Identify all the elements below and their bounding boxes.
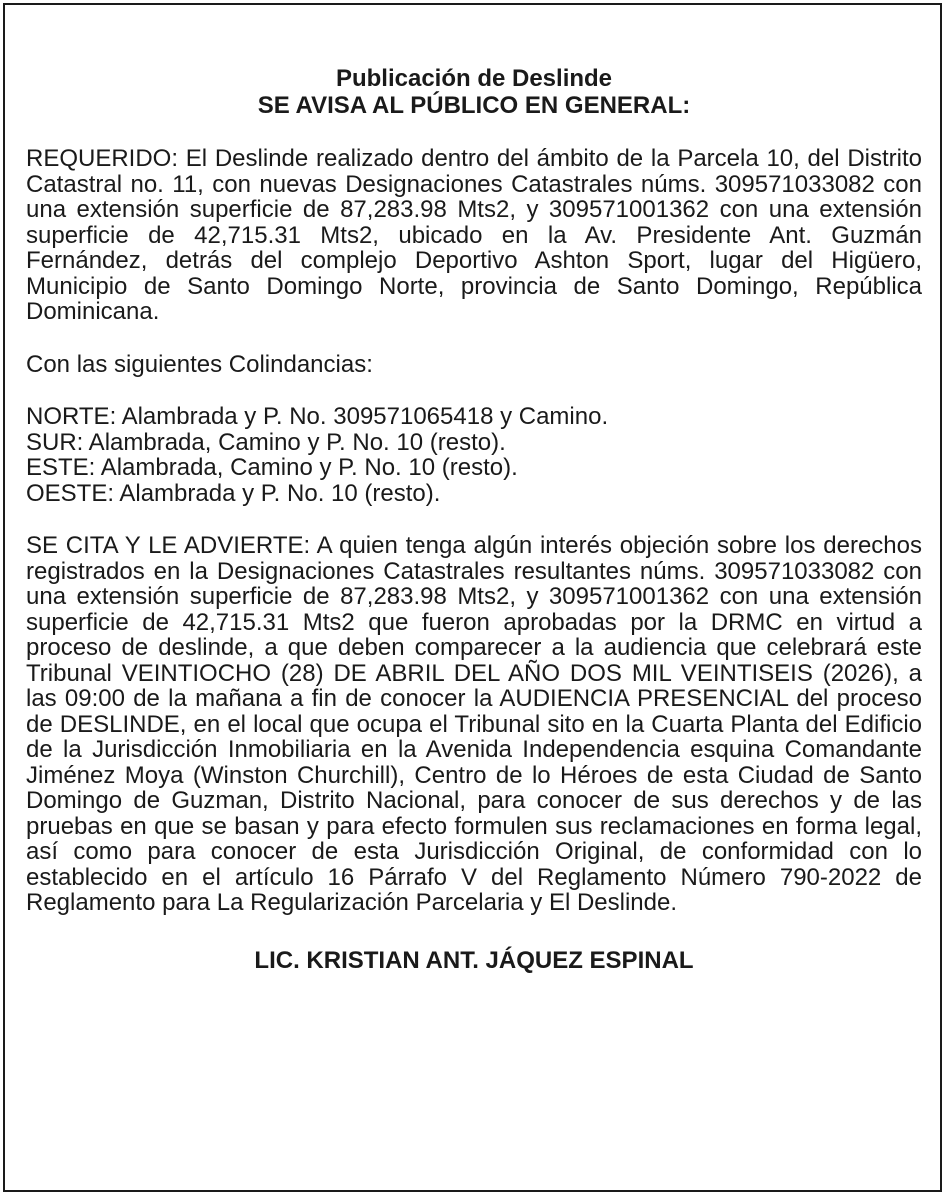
colindancia-norte: NORTE: Alambrada y P. No. 309571065418 y Camino.	[26, 403, 609, 430]
requerido-paragraph: REQUERIDO: El Deslinde realizado dentro del ámbito de la Parcela 10, del Distrito Catastral no. 11, con nuevas Designaciones Catastrales núms. 309571033082 con una extensión superficie de 87,283.98 Mts2, y 309571001362 con una extensión superficie de 42,715.31 Mts2, ubicado en la Av. Presidente Ant. Guzmán Fernández, detrás del complejo Deportivo Ashton Sport, lugar del Higüero, Municipio de Santo Domingo Norte, provincia de Santo Domingo, República Dominicana.	[26, 145, 922, 325]
notice-content	[26, 65, 922, 973]
colindancia-este: ESTE: Alambrada, Camino y P. No. 10 (resto).	[26, 454, 518, 481]
colindancias-list	[26, 404, 922, 506]
colindancia-oeste: OESTE: Alambrada y P. No. 10 (resto).	[26, 479, 441, 507]
colindancias-intro: Con las siguientes Colindancias:	[26, 350, 373, 378]
notice-frame	[3, 3, 942, 1192]
colindancia-sur: SUR: Alambrada, Camino y P. No. 10 (resto).	[26, 428, 506, 456]
notice-title: Publicación de Deslinde	[335, 65, 613, 92]
notice-subtitle: SE AVISA AL PÚBLICO EN GENERAL:	[257, 92, 691, 119]
signature: LIC. KRISTIAN ANT. JÁQUEZ ESPINAL	[254, 946, 694, 974]
cita-paragraph: SE CITA Y LE ADVIERTE: A quien tenga algún interés objeción sobre los derechos registrados en la Designaciones Catastrales resultantes núms. 309571033082 con una extensión superficie de 87,283.98 Mts2, y 309571001362 con una extensión superficie de 42,715.31 Mts2 que fueron aprobadas por la DRMC en virtud a proceso de deslinde, a que deben comparecer a la audiencia que celebrará este Tribunal VEINTIOCHO (28) DE ABRIL DEL AÑO DOS MIL VEINTISEIS (2026), a las 09:00 de la mañana a fin de conocer la AUDIENCIA PRESENCIAL del proceso de DESLINDE, en el local que ocupa el Tribunal sito en la Cuarta Planta del Edificio de la Jurisdicción Inmobiliaria en la Avenida Independencia esquina Comandante Jiménez Moya (Winston Churchill), Centro de lo Héroes de esta Ciudad de Santo Domingo de Guzman, Distrito Nacional, para conocer de sus derechos y de las pruebas en que se basan y para efecto formulen sus reclamaciones en forma legal, así como para conocer de esta Jurisdicción Original, de conformidad con lo establecido en el artículo 16 Párrafo V del Reglamento Número 790-2022 de Reglamento para La Regularización Parcelaria y El Deslinde.	[26, 532, 922, 916]
